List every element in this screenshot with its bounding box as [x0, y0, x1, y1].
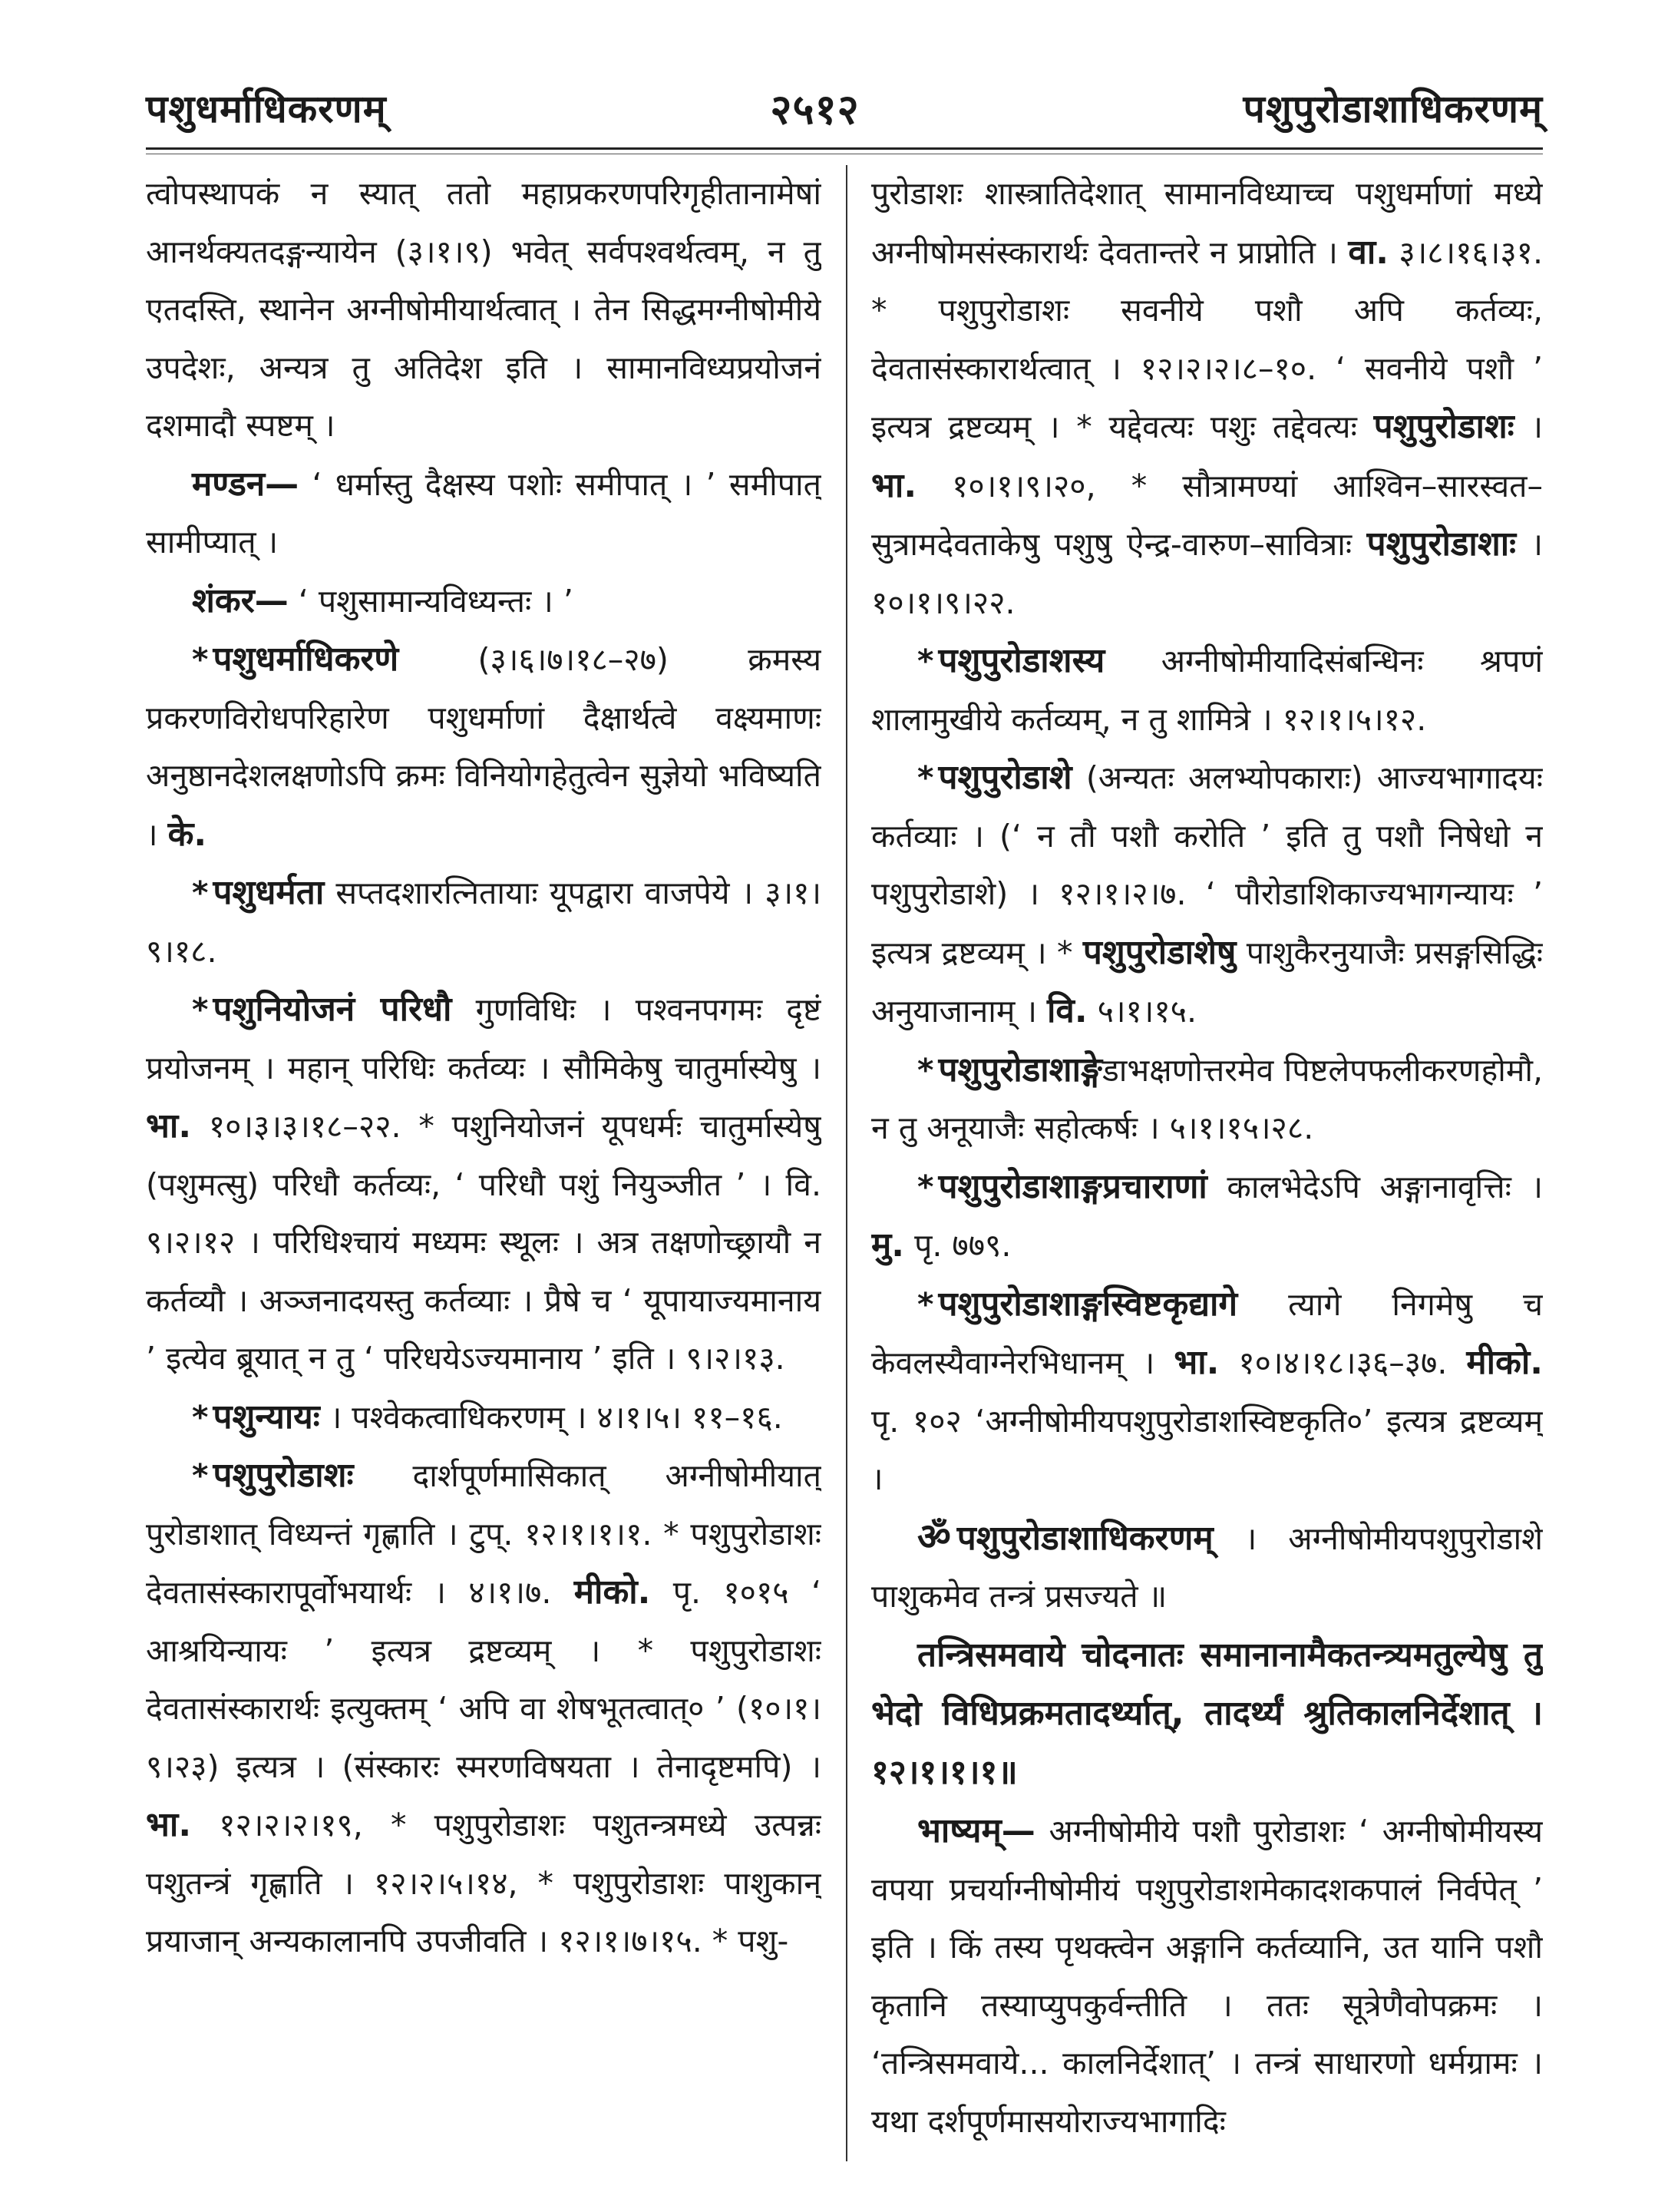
- bold-term: मण्डन—: [192, 464, 299, 504]
- bold-term: तन्त्रिसमवाये चोदनातः समानानामैकतन्त्र्यमतुल्येषु तु भेदो विधिप्रक्रमतादर्थ्यात्, तादर्थ्यं श्रुतिकालनिर्देशात् । १२।१।१।१॥: [871, 1635, 1543, 1792]
- text-run: पृ. १०२ ‘अग्नीषोमीयपशुपुरोडाशस्विष्टकृति०’ इत्यत्र द्रष्टव्यम् ।: [871, 1402, 1543, 1497]
- entry-asterisk: *: [917, 643, 934, 679]
- bold-term: पशुपुरोडाशे: [938, 758, 1072, 797]
- entry-paragraph: [146, 1447, 821, 1971]
- text-run: सप्तदशारत्नितायाः यूपद्वारा वाजपेये । ३।१।९।१८.: [146, 875, 821, 970]
- text-run: डाभक्षणोत्तरमेव पिष्टलेपफलीकरणहोमौ, न तु अनूयाजैः सहोत्कर्षः । ५।१।१५।२८.: [871, 1051, 1543, 1146]
- text-run: दार्शपूर्णमासिकात् अग्नीषोमीयात् पुरोडाशात् विध्यन्तं गृह्णाति । टुप्. १२।१।१।१. * पशुपुरोडाशः देवतासंस्कारापूर्वोभयार्थः । ४।१।७.: [146, 1457, 821, 1611]
- bold-term: के.: [167, 814, 207, 854]
- bold-term: पशुपुरोडाशः: [1373, 407, 1514, 446]
- entry-paragraph: [146, 572, 821, 631]
- entry-paragraph: [871, 1158, 1543, 1275]
- text-run: अग्नीषोमीये पशौ पुरोडाशः ‘ अग्नीषोमीयस्य वपया प्रचर्याग्नीषोमीयं पशुपुरोडाशमेकादशकपालं निर्वपेत् ’ इति । किं तस्य पृथक्त्वेन अङ्गानि कर्तव्यानि, उत यानि पशौ कृतानि तस्याप्युपकुर्वन्तीति । ततः सूत्रेणैवोपक्रमः । ‘तन्त्रिसमवाये... कालनिर्देशात्’ । तन्त्रं साधारणो धर्मग्रामः । यथा दर्शपूर्णमासयोराज्यभागादिः: [871, 1813, 1543, 2140]
- text-run: पाशुकैरनुयाजैः प्रसङ्गसिद्धिः अनुयाजानाम् ।: [871, 934, 1543, 1030]
- entry-paragraph: [871, 1041, 1543, 1158]
- entry-paragraph: [146, 1388, 821, 1447]
- bold-term: पशुधर्मता: [213, 873, 325, 912]
- text-run: पृ. ७७९.: [904, 1227, 1012, 1264]
- bold-term: भा.: [146, 1805, 192, 1844]
- entry-asterisk: *: [192, 991, 209, 1028]
- entry-asterisk: *: [192, 1398, 209, 1436]
- entry-asterisk: *: [917, 1168, 934, 1205]
- text-run: पुरोडाशः शास्त्रातिदेशात् सामानविध्याच्च पशुधर्माणां मध्ये अग्नीषोमसंस्कारार्थः देवतान्तरे न प्राप्नोति ।: [871, 175, 1543, 271]
- bold-term: वि.: [1047, 991, 1088, 1030]
- text-run: ।: [1514, 408, 1543, 445]
- bold-term: पशुपुरोडाशेषु: [1082, 932, 1237, 972]
- entry-asterisk: *: [917, 1051, 934, 1089]
- bold-term: पशुपुरोडाशस्य: [938, 641, 1105, 680]
- text-run: अग्नीषोमीयादिसंबन्धिनः श्रपणं शालामुखीये कर्तव्यम्, न तु शामित्रे । १२।१।५।१२.: [871, 643, 1543, 738]
- entry-paragraph: [146, 455, 821, 572]
- bold-term: भा.: [1174, 1343, 1220, 1382]
- text-run: गुणविधिः । पश्वनपगमः दृष्टं प्रयोजनम् । महान् परिधिः कर्तव्यः । सौमिकेषु चातुर्मास्येषु ।: [146, 991, 821, 1086]
- entry-asterisk: *: [917, 759, 934, 796]
- text-run: कालभेदेऽपि अङ्गानावृत्तिः ।: [1207, 1168, 1543, 1205]
- entry-paragraph: [146, 165, 821, 455]
- text-run: ५।१।१५.: [1087, 993, 1197, 1030]
- entry-paragraph: [871, 1275, 1543, 1509]
- bold-term: भाष्यम्—: [917, 1811, 1035, 1850]
- entry-paragraph: [871, 165, 1543, 632]
- right-column: [871, 165, 1543, 2161]
- text-run: ‘ पशुसामान्यविध्यन्तः । ’: [288, 582, 573, 620]
- entry-paragraph: [871, 632, 1543, 749]
- text-run: (३।६।७।१८–२७) क्रमस्य प्रकरणविरोधपरिहारेण पशुधर्माणां दैक्षार्थत्वे वक्ष्यमाणः अनुष्ठानदेशलक्षणोऽपि क्रमः विनियोगहेतुत्वेन सुज्ञेयो भविष्यति ।: [146, 641, 821, 853]
- bold-term: मीको.: [1466, 1343, 1543, 1382]
- text-run: (अन्यतः अलभ्योपकाराः) आज्यभागादयः कर्तव्याः । (‘ न तौ पशौ करोति ’ इति तु पशौ निषेधो न पशुपुरोडाशे) । १२।१।२।७. ‘ पौरोडाशिकाज्यभागन्यायः ’ इत्यत्र द्रष्टव्यम् । *: [871, 759, 1543, 971]
- text-run: । पश्वेकत्वाधिकरणम् । ४।१।५। ११–१६.: [319, 1398, 783, 1436]
- entry-asterisk: *: [192, 641, 209, 678]
- bold-term: पशुनियोजनं परिधौ: [213, 990, 452, 1029]
- bold-term: मु.: [871, 1225, 905, 1265]
- column-divider: [846, 165, 847, 2161]
- text-run: १०।१।९।२०, * सौत्रामण्यां आश्विन–सारस्वत–सुत्रामदेवताकेषु पशुषु ऐन्द्र-वारुण–सावित्राः: [871, 467, 1543, 563]
- text-run: ३।८।१६।३१. * पशुपुरोडाशः सवनीये पशौ अपि कर्तव्यः, देवतासंस्कारार्थत्वात् । १२।२।२।८–१०. ‘ सवनीये पशौ ’ इत्यत्र द्रष्टव्यम् । * यद्देवत्यः पशुः तद्देवत्यः: [871, 233, 1543, 445]
- text-run: पृ. १०१५ ‘ आश्रयिन्यायः ’ इत्यत्र द्रष्टव्यम् । * पशुपुरोडाशः देवतासंस्कारार्थः इत्युक्तम् ‘ अपि वा शेषभूतत्वात्० ’ (१०।१।९।२३) इत्यत्र । (संस्कारः स्मरणविषयता । तेनादृष्टमपि) ।: [146, 1574, 821, 1785]
- page-header: [146, 77, 1543, 138]
- entry-paragraph: [146, 864, 821, 980]
- entry-paragraph: [146, 630, 821, 864]
- text-run: त्वोपस्थापकं न स्यात् ततो महाप्रकरणपरिगृहीतानामेषां आनर्थक्यतदङ्गन्यायेन (३।१।९) भवेत् सर्वपश्वर्थत्वम्, न तु एतदस्ति, स्थानेन अग्नीषोमीयार्थत्वात् । तेन सिद्धमग्नीषोमीये उपदेशः, अन्यत्र तु अतिदेश इति । सामानविध्यप्रयोजनं दशमादौ स्पष्टम् ।: [146, 175, 821, 444]
- bold-term: पशुपुरोडाशाः: [1366, 524, 1517, 564]
- bold-term: पशुपुरोडाशाङ्गस्विष्टकृद्यागे: [938, 1284, 1238, 1324]
- left-column: [146, 165, 821, 2161]
- bold-term: भा.: [146, 1106, 192, 1146]
- entry-paragraph: [871, 1626, 1543, 1803]
- header-rule: [146, 147, 1543, 150]
- page-number: २५१२: [770, 85, 860, 134]
- text-run: १०।४।१८।३६–३७.: [1219, 1344, 1467, 1381]
- bold-term: पशुपुरोडाशः: [213, 1456, 354, 1495]
- text-run: त्यागे निगमेषु च केवलस्यैवाग्नेरभिधानम् ।: [871, 1285, 1543, 1381]
- text-run: १०।३।३।१८–२२. * पशुनियोजनं यूपधर्मः चातुर्मास्येषु (पशुमत्सु) परिधौ कर्तव्यः, ‘ परिधौ पशुं नियुञ्जीत ’ । वि. ९।२।१२ । परिधिश्चायं मध्यमः स्थूलः । अत्र तक्षणोच्छ्रायौ न कर्तव्यौ । अञ्जनादयस्तु कर्तव्याः । प्रैषे च ‘ यूपायाज्यमानाय ’ इत्येव ब्रूयात् न तु ‘ परिधयेऽज्यमानाय ’ इति । ९।२।१३.: [146, 1108, 821, 1377]
- entry-asterisk: *: [192, 875, 209, 911]
- bold-term: पशुपुरोडाशाङ्गप्रचाराणां: [938, 1166, 1207, 1206]
- text-run: १२।२।२।१९, * पशुपुरोडाशः पशुतन्त्रमध्ये उत्पन्नः पशुतन्त्रं गृह्णाति । १२।२।५।१४, * पशुपुरोडाशः पाशुकान् प्रयाजान् अन्यकालानपि उपजीवति । १२।१।७।१५. * पशु-: [146, 1807, 821, 1959]
- bold-term: मीको.: [573, 1572, 651, 1612]
- bold-term: पशुधर्माधिकरणे: [213, 640, 399, 679]
- running-head-left: पशुधर्माधिकरणम्: [146, 87, 387, 131]
- adhikarana-symbol: ॐ: [917, 1515, 951, 1559]
- bold-term: वा.: [1348, 232, 1389, 272]
- text-run: ‘ धर्मास्तु दैक्षस्य पशोः समीपात् । ’ समीपात् सामीप्यात् ।: [146, 465, 821, 560]
- bold-term: पशुन्यायः: [213, 1397, 320, 1437]
- entry-paragraph: [146, 980, 821, 1388]
- running-head-right: पशुपुरोडाशाधिकरणम्: [1243, 87, 1543, 131]
- bold-term: पशुपुरोडाशाङ्गे: [938, 1050, 1102, 1089]
- entry-asterisk: *: [917, 1285, 934, 1323]
- text-run: । अग्नीषोमीयपशुपुरोडाशे पाशुकमेव तन्त्रं प्रसज्यते ॥: [871, 1519, 1543, 1615]
- entry-paragraph: [871, 1509, 1543, 1626]
- entry-paragraph: [871, 749, 1543, 1041]
- bold-term: भा.: [871, 465, 917, 505]
- entry-paragraph: [871, 1802, 1543, 2151]
- text-run: । १०।१।९।२२.: [871, 526, 1543, 621]
- bold-term: पशुपुरोडाशाधिकरणम्: [956, 1518, 1214, 1558]
- bold-term: शंकर—: [192, 580, 289, 620]
- entry-asterisk: *: [192, 1457, 209, 1494]
